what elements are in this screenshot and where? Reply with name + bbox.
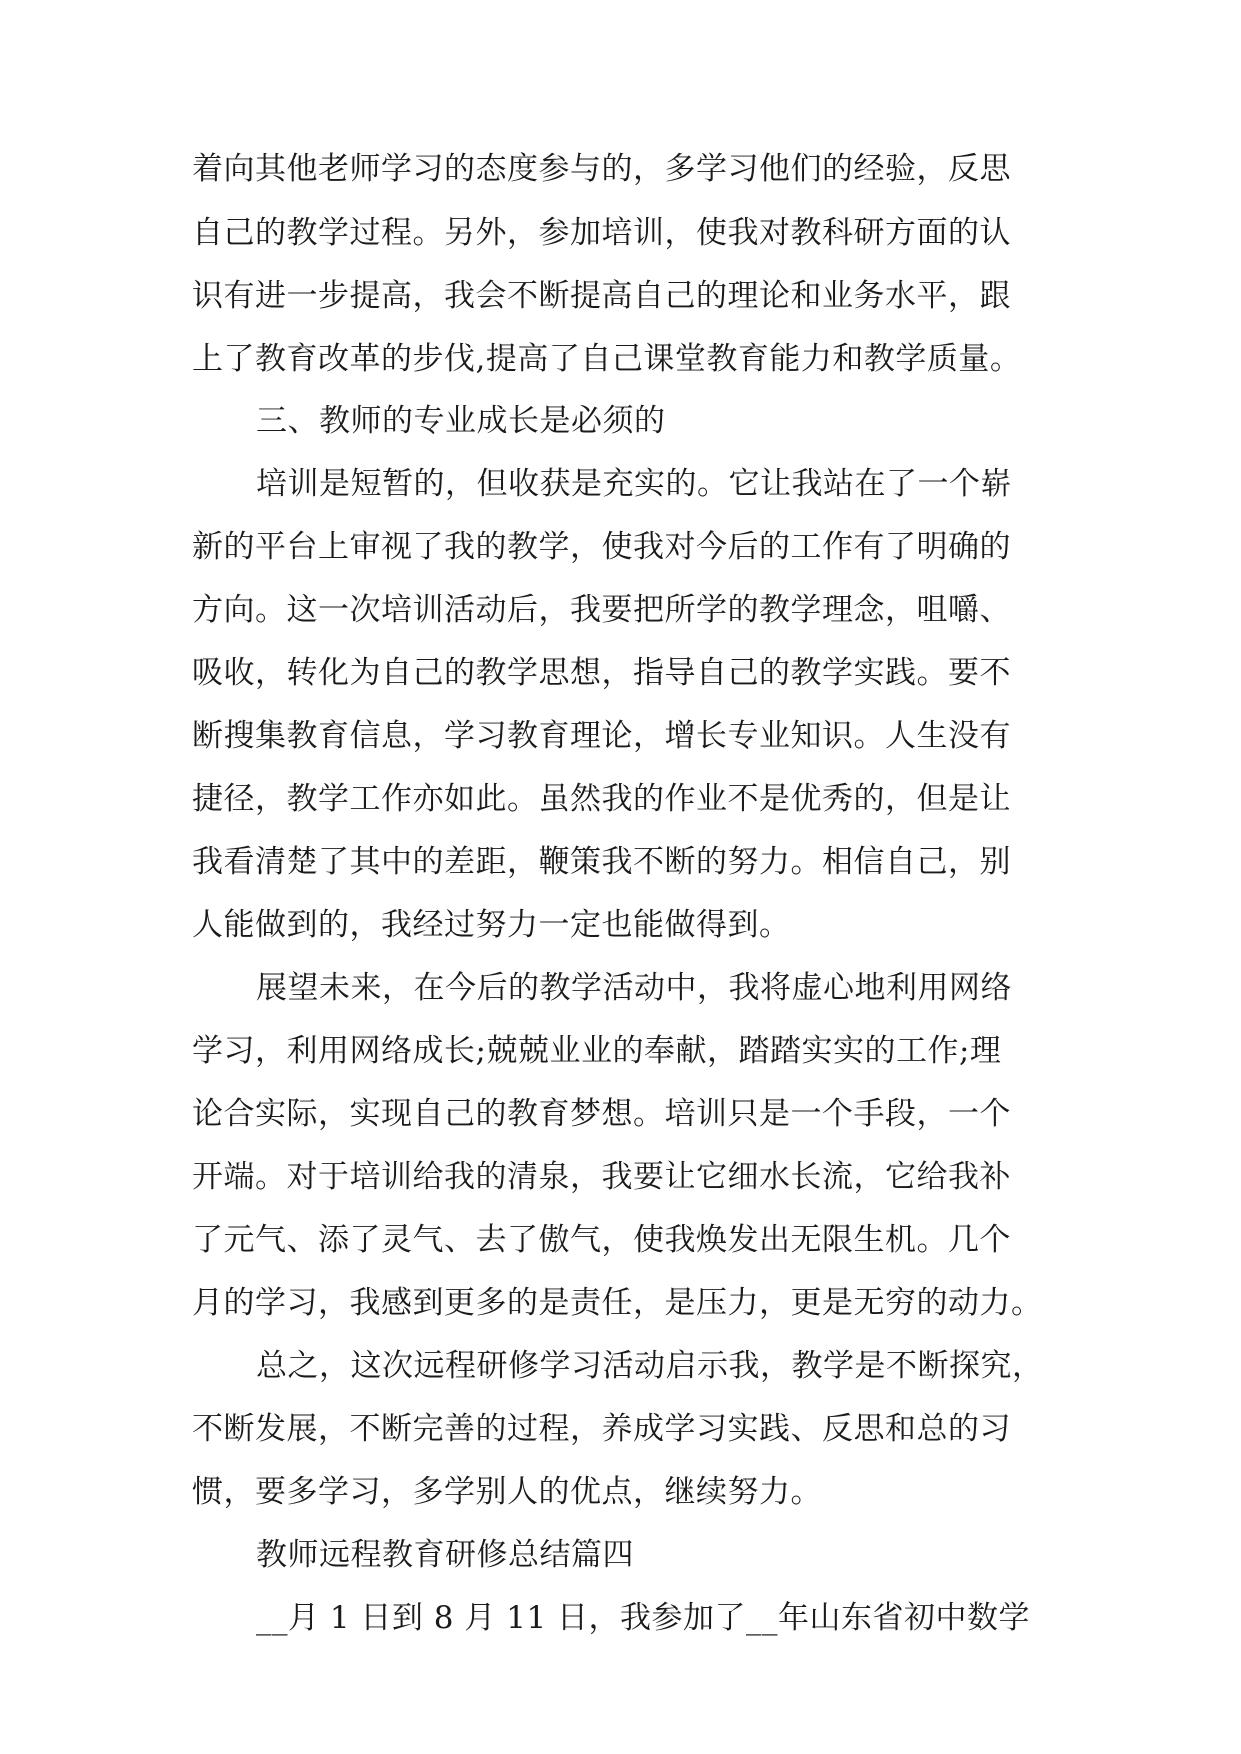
paragraph-line: 捷径，教学工作亦如此。虽然我的作业不是优秀的，但是让 [192,781,1011,817]
paragraph-line: 月的学习，我感到更多的是责任，是压力，更是无穷的动力。 [192,1285,1043,1321]
paragraph-line: 着向其他老师学习的态度参与的，多学习他们的经验，反思 [192,151,1011,187]
paragraph-line: 惯，要多学习，多学别人的优点，继续努力。 [192,1474,822,1510]
paragraph-line: 论合实际，实现自己的教育梦想。培训只是一个手段，一个 [192,1096,1011,1132]
paragraph-line: 方向。这一次培训活动后，我要把所学的教学理念，咀嚼、 [192,592,1011,628]
paragraph-line: 培训是短暂的，但收获是充实的。它让我站在了一个崭 [256,466,1012,502]
section-heading: 三、教师的专业成长是必须的 [256,403,666,439]
paragraph-line: 断搜集教育信息，学习教育理论，增长专业知识。人生没有 [192,718,1011,754]
paragraph-line: 了元气、添了灵气、去了傲气，使我焕发出无限生机。几个 [192,1222,1011,1258]
paragraph-line: 人能做到的，我经过努力一定也能做得到。 [192,907,791,943]
paragraph-line: 吸收，转化为自己的教学思想，指导自己的教学实践。要不 [192,655,1011,691]
paragraph-line: 展望未来，在今后的教学活动中，我将虚心地利用网络 [256,970,1012,1006]
paragraph-line: 不断发展，不断完善的过程，养成学习实践、反思和总的习 [192,1411,1011,1447]
paragraph-line: 新的平台上审视了我的教学，使我对今后的工作有了明确的 [192,529,1011,565]
paragraph-line: 上了教育改革的步伐,提高了自己课堂教育能力和教学质量。 [192,341,1022,377]
article-title: 教师远程教育研修总结篇四 [256,1537,634,1573]
paragraph-line: 开端。对于培训给我的清泉，我要让它细水长流，它给我补 [192,1159,1011,1195]
paragraph-line: 总之，这次远程研修学习活动启示我，教学是不断探究， [256,1348,1044,1384]
paragraph-line: 我看清楚了其中的差距，鞭策我不断的努力。相信自己，别 [192,844,1011,880]
paragraph-line: 自己的教学过程。另外，参加培训，使我对教科研方面的认 [192,215,1011,251]
paragraph-line: 学习，利用网络成长;兢兢业业的奉献，踏踏实实的工作;理 [192,1033,1002,1069]
paragraph-line: 识有进一步提高，我会不断提高自己的理论和业务水平，跟 [192,278,1011,314]
paragraph-line: __月 1 日到 8 月 11 日，我参加了__年山东省初中数学 [256,1600,1031,1636]
